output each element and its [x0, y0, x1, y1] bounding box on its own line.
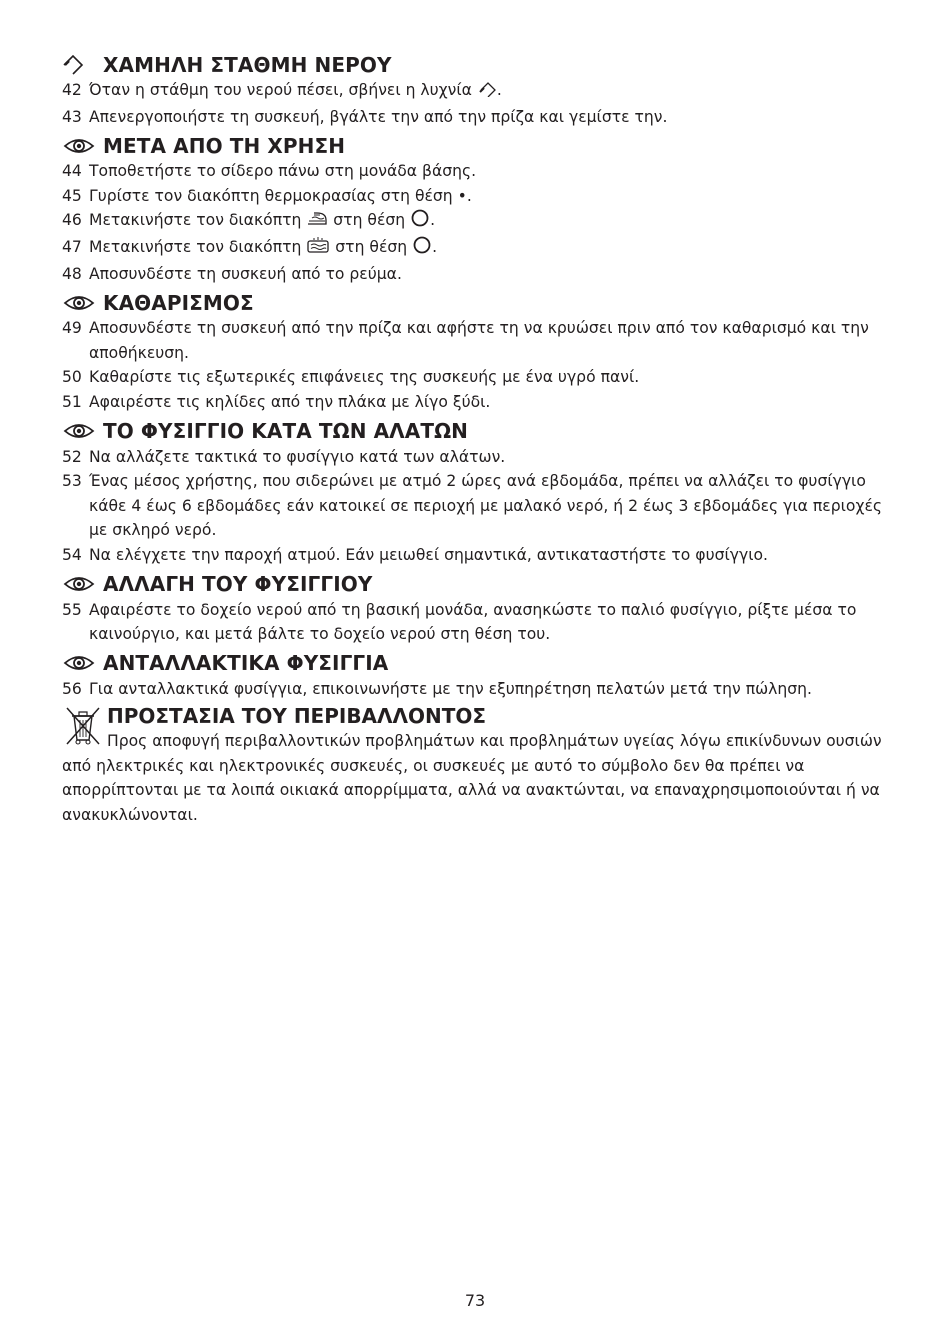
- off-circle-icon: [410, 209, 430, 235]
- step-text: Καθαρίστε τις εξωτερικές επιφάνειες της συσκευής με ένα υγρό πανί.: [89, 368, 640, 387]
- water-drop-icon: [477, 80, 497, 105]
- step-number: 44: [62, 162, 82, 181]
- step-list: [62, 598, 884, 647]
- section-cleaning: [62, 289, 884, 414]
- eye-icon: [62, 653, 96, 673]
- section-heading: [62, 418, 884, 445]
- step-item: [62, 316, 884, 365]
- manual-page: [62, 48, 884, 828]
- section-anti-scale: [62, 418, 884, 568]
- step-number: 42: [62, 81, 82, 99]
- step-text: Αφαιρέστε το δοχείο νερού από τη βασική μονάδα, ανασηκώστε το παλιό φυσίγγιο, ρίξτε μέσα το καινούργιο, και μετά βάλτε το δοχείο νερού στη θέση του.: [89, 600, 857, 644]
- section-title: ΤΟ ΦΥΣΙΓΓΙΟ ΚΑΤΑ ΤΩΝ ΑΛΑΤΩΝ: [103, 419, 469, 444]
- off-circle-icon: [412, 236, 432, 262]
- step-item: [62, 677, 884, 702]
- step-number: 50: [62, 368, 82, 387]
- step-text: Αποσυνδέστε τη συσκευή από το ρεύμα.: [89, 264, 402, 283]
- section-heading: [62, 132, 884, 159]
- step-text-mid: στη θέση: [333, 211, 406, 230]
- section-title: ΑΝΤΑΛΛΑΚΤΙΚΑ ΦΥΣΙΓΓΙΑ: [103, 651, 389, 676]
- crossed-bin-icon: [62, 706, 104, 746]
- environment-text: Προς αποφυγή περιβαλλοντικών προβλημάτων και προβλημάτων υγείας λόγω επικίνδυνων ουσιών από ηλεκτρικές και ηλεκτρονικές συσκευές, οι συσκευές με αυτό το σύμβολο δεν θα πρέπει να απορρίπτονται με τα λοιπά οικιακά απορρίμματα, αλλά να ανακτώνται, να επαναχρησιμοποιούνται ή να ανακυκλώνονται.: [62, 732, 882, 825]
- eye-icon: [62, 136, 96, 156]
- step-number: 55: [62, 600, 82, 619]
- step-list: [62, 78, 884, 129]
- section-after-use: [62, 132, 884, 286]
- step-list: [62, 445, 884, 568]
- steam-burst-icon: [306, 236, 330, 262]
- eye-icon: [62, 293, 96, 313]
- step-number: 45: [62, 186, 82, 205]
- step-text-tail: .: [496, 81, 502, 99]
- steam-iron-icon: [306, 209, 328, 235]
- step-item: [62, 445, 884, 470]
- section-heading: [62, 571, 884, 598]
- step-number: 53: [62, 472, 82, 491]
- step-text: Μετακινήστε τον διακόπτη: [89, 237, 302, 256]
- step-text-tail: .: [432, 237, 438, 256]
- step-text: Για ανταλλακτικά φυσίγγια, επικοινωνήστε με την εξυπηρέτηση πελατών μετά την πώληση.: [89, 679, 813, 698]
- section-heading: [62, 51, 884, 78]
- step-text-mid: στη θέση: [335, 237, 408, 256]
- step-number: 46: [62, 211, 82, 230]
- step-item: [62, 598, 884, 647]
- eye-icon: [62, 421, 96, 441]
- step-text-tail: .: [430, 211, 436, 230]
- step-number: 43: [62, 107, 82, 126]
- step-text: Γυρίστε τον διακόπτη θερμοκρασίας στη θέση •.: [89, 186, 472, 205]
- step-item: [62, 159, 884, 184]
- step-item: [62, 78, 884, 105]
- section-title: ΑΛΛΑΓΗ ΤΟΥ ΦΥΣΙΓΓΙΟΥ: [103, 572, 373, 596]
- section-environment: [62, 703, 884, 827]
- eye-icon: [62, 574, 96, 594]
- step-item: [62, 262, 884, 287]
- step-item: [62, 105, 884, 130]
- step-list: [62, 159, 884, 286]
- step-number: 51: [62, 392, 82, 411]
- section-low-water: [62, 51, 884, 129]
- section-title: ΧΑΜΗΛΗ ΣΤΑΘΜΗ ΝΕΡΟΥ: [103, 52, 392, 77]
- section-title: ΠΡΟΣΤΑΣΙΑ ΤΟΥ ΠΕΡΙΒΑΛΛΟΝΤΟΣ: [107, 704, 487, 729]
- step-text: Να ελέγχετε την παροχή ατμού. Εάν μειωθεί σημαντικά, αντικαταστήστε το φυσίγγιο.: [89, 545, 768, 564]
- step-item: [62, 235, 884, 262]
- water-drop-icon: [62, 55, 96, 75]
- step-text: Όταν η στάθμη του νερού πέσει, σβήνει η λυχνία: [89, 81, 472, 99]
- step-number: 56: [62, 679, 82, 698]
- step-text: Μετακινήστε τον διακόπτη: [89, 211, 302, 230]
- section-title: ΚΑΘΑΡΙΣΜΟΣ: [103, 290, 254, 315]
- step-number: 52: [62, 447, 82, 466]
- step-number: 47: [62, 237, 82, 256]
- step-number: 49: [62, 319, 82, 338]
- page-number: 73: [464, 1291, 486, 1310]
- section-spare-cartridges: [62, 650, 884, 702]
- step-number: 54: [62, 545, 82, 564]
- section-change-cartridge: [62, 571, 884, 647]
- step-list: [62, 316, 884, 414]
- step-item: [62, 543, 884, 568]
- step-number: 48: [62, 264, 82, 283]
- step-item: [62, 184, 884, 209]
- step-item: [62, 208, 884, 235]
- section-heading: [62, 289, 884, 316]
- step-item: [62, 469, 884, 543]
- section-title: ΜΕΤΑ ΑΠΟ ΤΗ ΧΡΗΣΗ: [103, 133, 346, 158]
- step-item: [62, 390, 884, 415]
- step-text: Ένας μέσος χρήστης, που σιδερώνει με ατμό 2 ώρες ανά εβδομάδα, πρέπει να αλλάζει το φυσίγγιο κάθε 4 έως 6 εβδομάδες εάν κατοικεί σε περιοχή με μαλακό νερό, ή 2 έως 3 εβδομάδες για περιοχές με σκληρό νερό.: [89, 472, 883, 540]
- step-item: [62, 365, 884, 390]
- step-text: Να αλλάζετε τακτικά το φυσίγγιο κατά των αλάτων.: [89, 447, 506, 466]
- step-text: Αφαιρέστε τις κηλίδες από την πλάκα με λίγο ξύδι.: [89, 392, 491, 411]
- step-text: Απενεργοποιήστε τη συσκευή, βγάλτε την από την πρίζα και γεμίστε την.: [89, 107, 668, 126]
- section-heading: [62, 650, 884, 677]
- step-list: [62, 677, 884, 702]
- step-text: Αποσυνδέστε τη συσκευή από την πρίζα και αφήστε τη να κρυώσει πριν από τον καθαρισμό και την αποθήκευση.: [89, 319, 869, 362]
- step-text: Τοποθετήστε το σίδερο πάνω στη μονάδα βάσης.: [89, 162, 477, 181]
